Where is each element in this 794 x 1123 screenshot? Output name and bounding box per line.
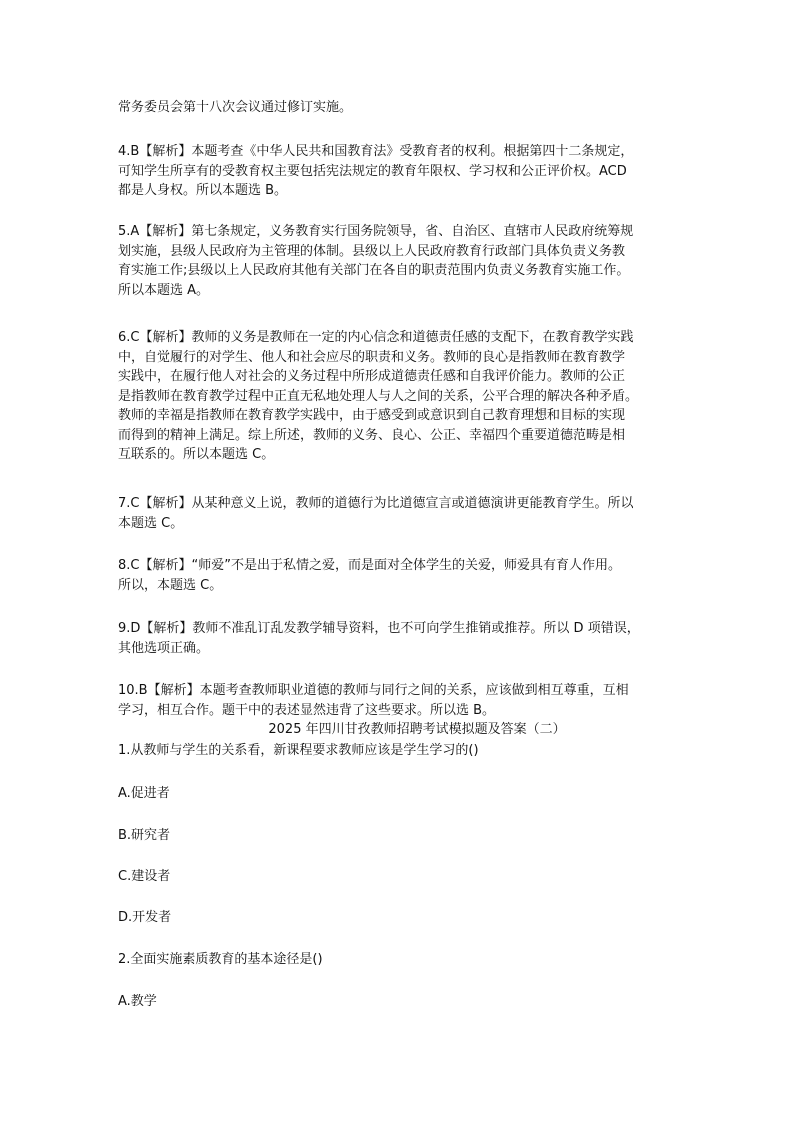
question-1-stem: 1.从教师与学生的关系看，新课程要求教师应该是学生学习的() — [118, 743, 479, 758]
answer-explanation-10 — [118, 681, 658, 720]
text-line: 5.A【解析】第七条规定，义务教育实行国务院领导，省、自治区、直辖市人民政府统筹规 — [118, 224, 634, 239]
text-line: 是指教师在教育教学过程中正直无私地处理人与人之间的关系，公平合理的解决各种矛盾。 — [118, 388, 639, 404]
text-line: 学习，相互合作。题干中的表述显然违背了这些要求。所以选 B。 — [118, 702, 496, 718]
text-line: 4.B【解析】本题考查《中华人民共和国教育法》受教育者的权利。根据第四十二条规定， — [118, 144, 634, 159]
text-line: 9.D【解析】教师不准乱订乱发教学辅导资料，也不可向学生推销或推荐。所以 D 项错误， — [118, 621, 640, 636]
text-line: 而得到的精神上满足。综上所述，教师的义务、良心、公正、幸福四个重要道德范畴是相 — [118, 427, 626, 443]
answer-explanation-5 — [118, 222, 658, 300]
answer-explanation-6 — [118, 328, 658, 465]
text-line: 中，自觉履行的对学生、他人和社会应尽的职责和义务。教师的良心是指教师在教育教学 — [118, 349, 626, 365]
answer-explanation-8 — [118, 556, 658, 595]
question-1-option-c: C.建设者 — [118, 869, 171, 884]
text-line: 常务委员会第十八次会议通过修订实施。 — [118, 100, 353, 115]
text-line: 互联系的。所以本题选 C。 — [118, 447, 275, 462]
question-1-option-b: B.研究者 — [118, 828, 171, 843]
text-line: 其他选项正确。 — [118, 640, 210, 656]
paragraph-continuation — [118, 98, 658, 118]
text-line: 教师的幸福是指教师在教育教学实践中，由于感受到或意识到自己教育理想和目标的实现 — [118, 408, 626, 423]
question-2-option-a: A.教学 — [118, 994, 157, 1009]
question-1-option-d: D.开发者 — [118, 910, 172, 925]
answer-explanation-7 — [118, 494, 658, 533]
section-title: 2025 年四川甘孜教师招聘考试模拟题及答案（二） — [268, 722, 566, 737]
text-line: 实践中，在履行他人对社会的义务过程中所形成道德责任感和自我评价能力。教师的公正 — [118, 369, 626, 384]
text-line: 所以本题选 A。 — [118, 282, 210, 298]
answer-explanation-4 — [118, 142, 658, 201]
answer-explanation-9 — [118, 619, 658, 658]
text-line: 所以，本题选 C。 — [118, 577, 223, 593]
text-line: 本题选 C。 — [118, 515, 184, 531]
question-1-option-a: A.促进者 — [118, 786, 170, 801]
text-line: 8.C【解析】“师爱”不是出于私情之爱，而是面对全体学生的关爱，师爱具有育人作用。 — [118, 558, 621, 573]
text-line: 7.C【解析】从某种意义上说，教师的道德行为比道德宣言或道德演讲更能教育学生。所以 — [118, 496, 634, 511]
text-line: 10.B【解析】本题考查教师职业道德的教师与同行之间的关系，应该做到相互尊重，互相 — [118, 683, 629, 698]
question-2-stem: 2.全面实施素质教育的基本途径是() — [118, 952, 323, 967]
text-line: 都是人身权。所以本题选 B。 — [118, 183, 288, 198]
text-line: 可知学生所享有的受教育权主要包括宪法规定的教育年限权、学习权和公正评价权。ACD — [118, 163, 627, 179]
text-line: 划实施，县级人民政府为主管理的体制。县级以上人民政府教育行政部门具体负责义务教 — [118, 243, 626, 259]
text-line: 育实施工作;县级以上人民政府其他有关部门在各自的职责范围内负责义务教育实施工作。 — [118, 263, 630, 278]
text-line: 6.C【解析】教师的义务是教师在一定的内心信念和道德责任感的支配下，在教育教学实践 — [118, 330, 634, 345]
